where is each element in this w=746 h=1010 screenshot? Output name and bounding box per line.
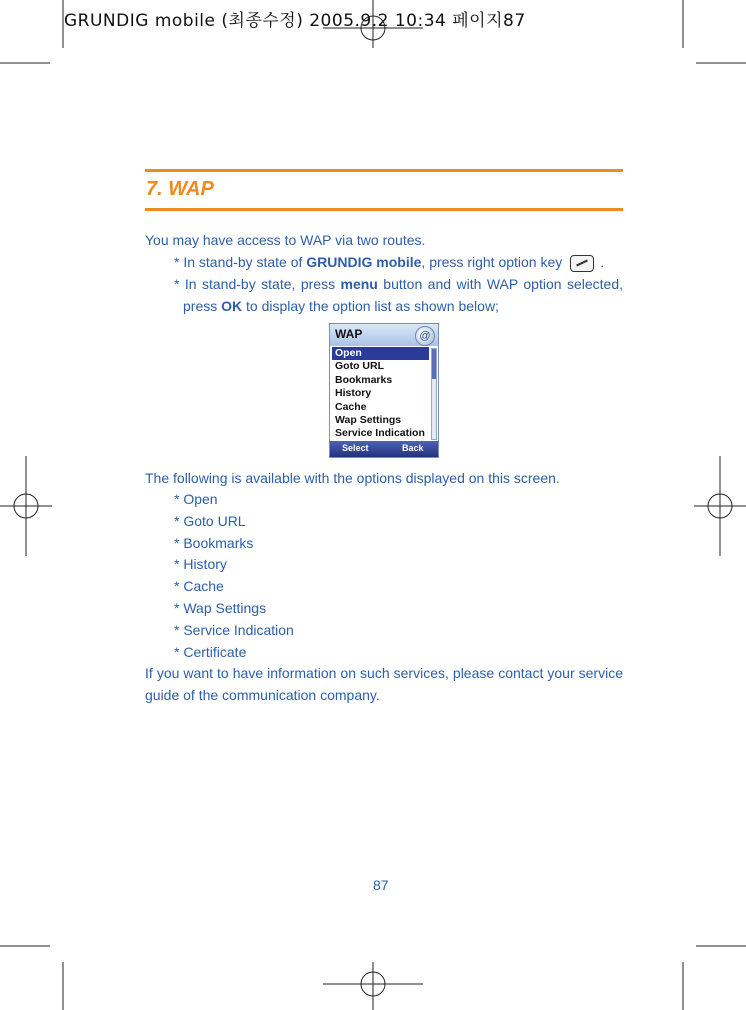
closing-paragraph: If you want to have information on such services, please contact your service guide of the communication company.: [145, 665, 623, 703]
phone-softkey-bar: [330, 441, 438, 457]
route-1-prefix: * In stand-by state of: [174, 254, 307, 270]
section-title-bar: [145, 169, 623, 211]
phone-menu: [332, 347, 429, 441]
phone-menu-item-wap-settings: Wap Settings: [335, 413, 402, 426]
phone-title: WAP: [335, 327, 363, 341]
options-intro: The following is available with the options displayed on this screen.: [145, 470, 560, 486]
phone-menu-item-open: Open: [332, 347, 429, 360]
route-1: [174, 252, 604, 273]
route-2-line-1: [174, 274, 623, 295]
route-2-menu: menu: [340, 276, 378, 292]
registration-mark-left: [0, 456, 52, 556]
phone-menu-item-history: History: [335, 387, 372, 400]
print-header: GRUNDIG mobile (최종수정) 2005.9.2 10:34 페이지87: [64, 11, 526, 31]
phone-softkey-select: Select: [342, 443, 369, 453]
phone-menu-item-goto-url: Goto URL: [335, 360, 384, 373]
route-2-line2-prefix: press: [183, 298, 222, 314]
list-item: * Certificate: [174, 643, 247, 660]
registration-mark-right: [694, 456, 746, 556]
route-2-prefix: * In stand-by state, press: [174, 276, 341, 292]
right-option-key-icon: [570, 255, 594, 272]
phone-screenshot: [329, 323, 439, 458]
phone-menu-item-bookmarks: Bookmarks: [335, 373, 393, 386]
route-1-suffix: , press right option key: [421, 254, 563, 270]
list-item: * Cache: [174, 578, 224, 595]
options-list: [174, 489, 294, 663]
route-2-line-2: [183, 296, 499, 317]
route-2-ok: OK: [221, 298, 243, 314]
phone-header: [330, 324, 438, 346]
phone-scrollbar-thumb: [432, 349, 436, 379]
phone-menu-item-cache: Cache: [335, 400, 367, 413]
route-1-end: .: [600, 254, 605, 270]
registration-mark-bottom: [323, 962, 423, 1010]
list-item: * Service Indication: [174, 621, 294, 638]
route-2-line2-suffix: to display the option list as shown below;: [242, 298, 499, 314]
route-1-brand: GRUNDIG mobile: [306, 254, 422, 270]
list-item: * Goto URL: [174, 512, 246, 529]
list-item: * Bookmarks: [174, 534, 254, 551]
phone-scrollbar: [431, 348, 437, 440]
section-title: 7. WAP: [146, 178, 214, 200]
list-item: * Open: [174, 491, 218, 507]
wap-globe-icon: @: [415, 326, 435, 346]
phone-menu-item-service-indication: Service Indication: [335, 427, 425, 440]
phone-softkey-back: Back: [402, 443, 424, 453]
intro-paragraph: You may have access to WAP via two routes.: [145, 232, 426, 248]
list-item: * Wap Settings: [174, 599, 267, 616]
list-item: * History: [174, 556, 227, 573]
route-2-middle: button and with WAP option selected,: [377, 276, 623, 292]
registration-mark-top: [323, 0, 423, 48]
page-number: 87: [373, 877, 389, 893]
